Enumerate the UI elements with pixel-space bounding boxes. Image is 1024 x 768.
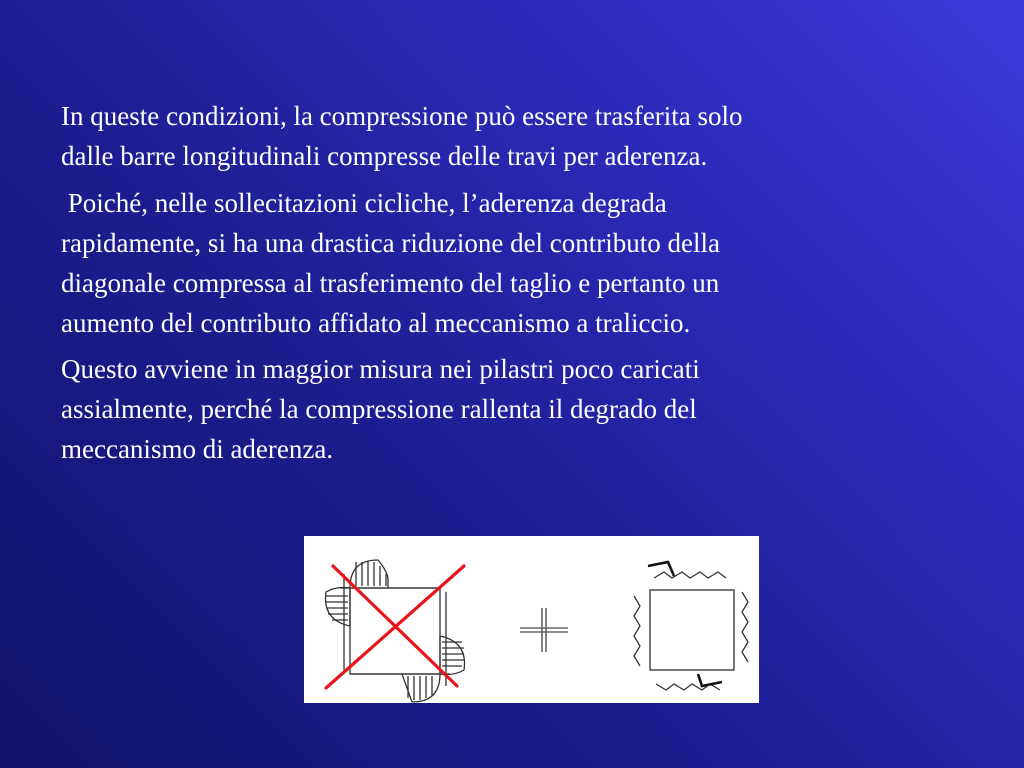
force-arrow-bottom [698,674,722,686]
paragraph-3-line-2: assialmente, perché la compressione rallenta il degrado del [61,394,697,424]
resultant-force-arrows [648,562,722,686]
red-cross-line-2 [326,566,464,688]
paragraph-1-line-1: In queste condizioni, la compressione può essere trasferita solo [61,101,743,131]
paragraph-3-line-3: meccanismo di aderenza. [61,434,334,464]
stress-arrows-left [326,596,348,620]
shear-arrows-top [654,572,726,578]
paragraph-2-line-2: rapidamente, si ha una drastica riduzione del contributo della [61,228,721,258]
truss-mechanism [634,572,748,690]
mechanism-diagram [304,536,759,703]
plus-sign-horizontal [520,628,568,632]
paragraph-1 [61,96,961,176]
truss-element-outline [650,590,734,670]
paragraph-2 [61,183,961,343]
paragraph-2-line-4: aumento del contributo affidato al meccanismo a traliccio. [61,308,691,338]
shear-arrows-left [634,596,640,666]
paragraph-2-line-1: Poiché, nelle sollecitazioni cicliche, l’aderenza degrada [61,188,667,218]
slide-body [61,96,961,469]
plus-sign-vertical [542,608,546,652]
strut-mechanism [326,560,465,702]
paragraph-2-line-3: diagonale compressa al trasferimento del taglio e pertanto un [61,268,720,298]
stress-arrows-right [442,642,464,666]
paragraph-3 [61,349,961,469]
plus-sign [520,608,568,652]
shear-arrows-right [742,592,748,662]
red-cross-mark [326,566,464,688]
stress-arrows-bottom [408,676,432,700]
mechanism-diagram-svg [304,536,759,703]
paragraph-1-line-2: dalle barre longitudinali compresse delle travi per aderenza. [61,141,708,171]
paragraph-3-line-1: Questo avviene in maggior misura nei pilastri poco caricati [61,354,700,384]
